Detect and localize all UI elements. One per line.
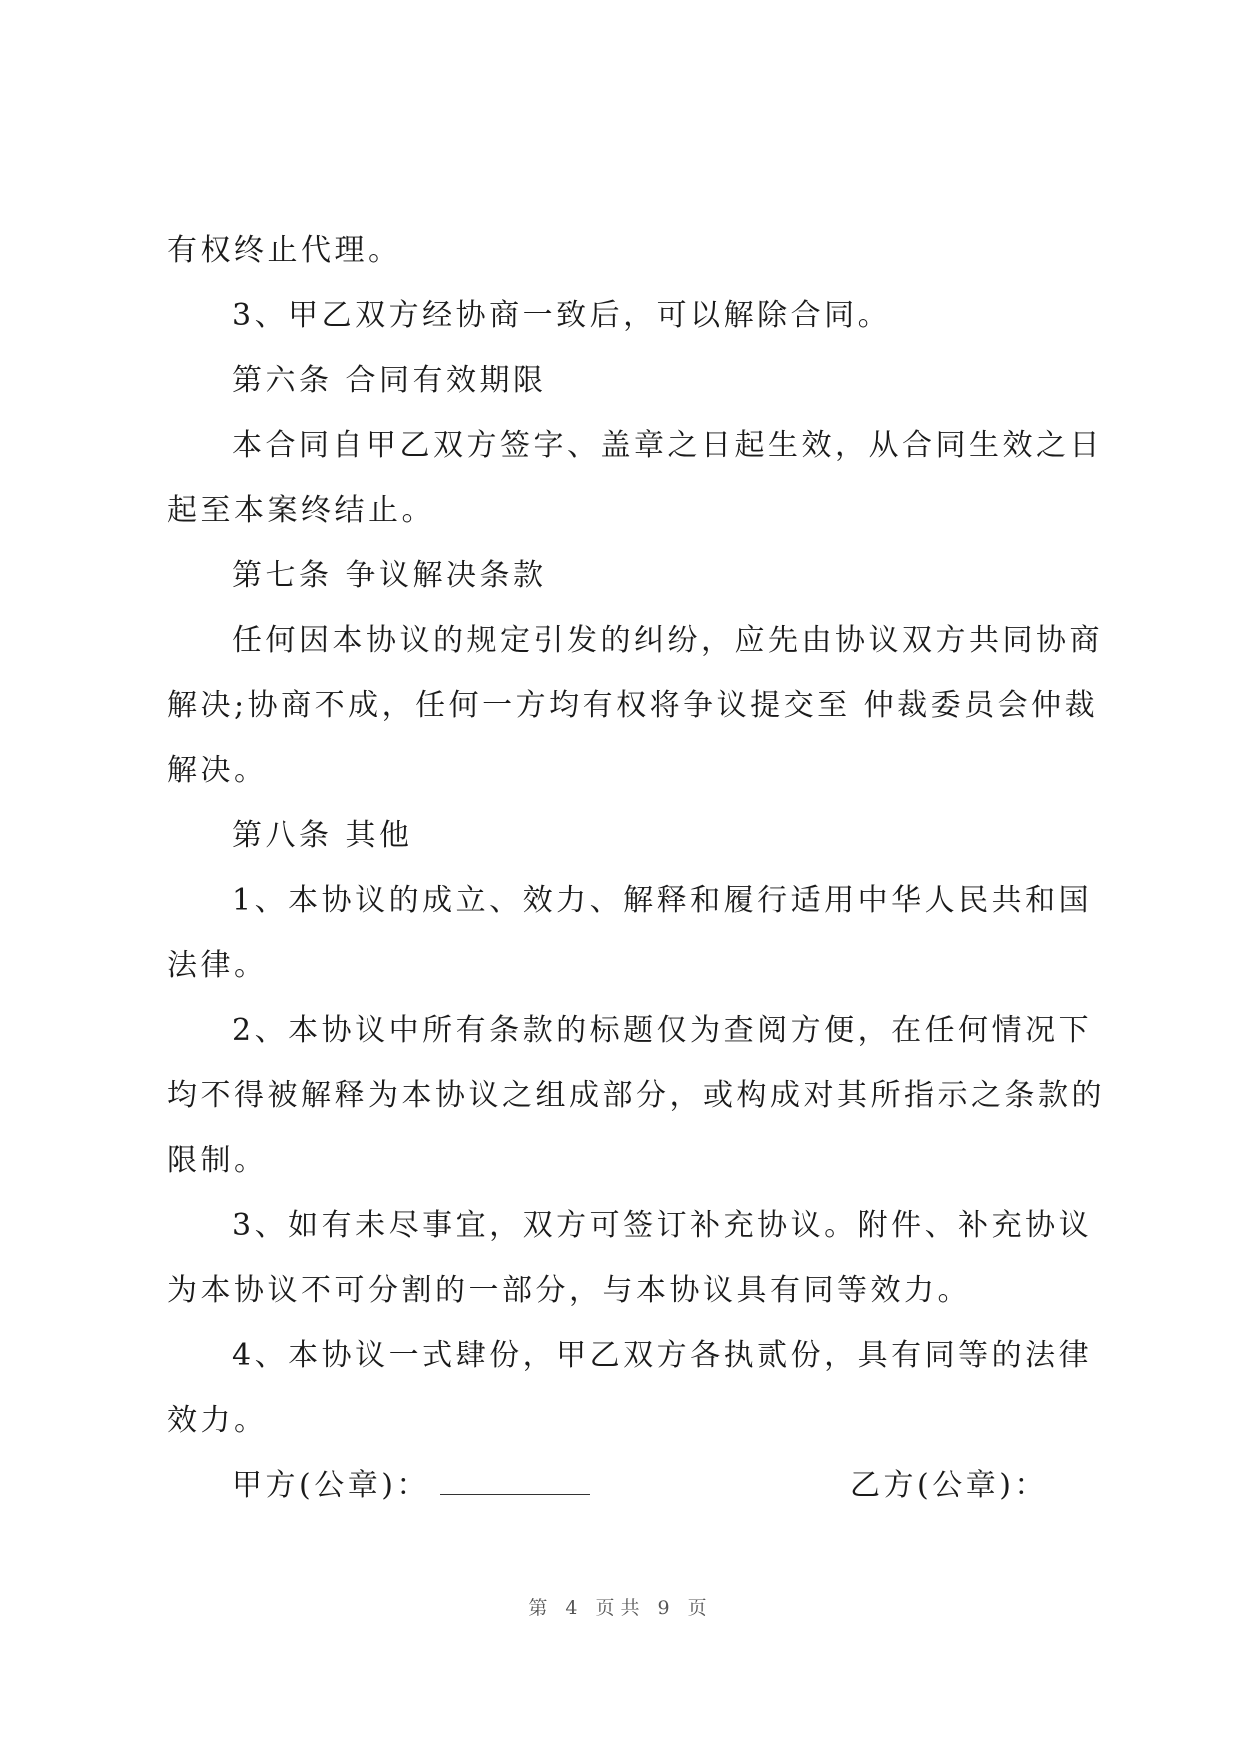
party-b-label: 乙方(公章)：	[850, 1468, 1048, 1503]
text-line-13: 2、本协议中所有条款的标题仅为查阅方便，在任何情况下	[232, 1013, 1093, 1048]
text-line-9: 解决。	[167, 753, 268, 788]
text-line-16: 3、如有未尽事宜，双方可签订补充协议。附件、补充协议	[232, 1208, 1093, 1243]
section-heading-8: 第八条 其他	[232, 818, 413, 853]
text-line-1: 有权终止代理。	[167, 233, 402, 268]
party-a-signature-blank	[440, 1468, 590, 1495]
text-line-19: 效力。	[167, 1403, 268, 1438]
text-line-15: 限制。	[167, 1143, 268, 1178]
signature-party-b	[850, 1466, 1048, 1506]
page-footer: 第 4 页共 9 页	[528, 1597, 713, 1619]
text-line-12: 法律。	[167, 948, 268, 983]
section-heading-7: 第七条 争议解决条款	[232, 558, 547, 593]
text-line-5: 起至本案终结止。	[167, 493, 435, 528]
text-line-17: 为本协议不可分割的一部分，与本协议具有同等效力。	[167, 1273, 971, 1308]
text-line-4: 本合同自甲乙双方签字、盖章之日起生效，从合同生效之日	[232, 428, 1103, 463]
party-a-label: 甲方(公章)：	[232, 1468, 430, 1503]
text-line-18: 4、本协议一式肆份，甲乙双方各执贰份，具有同等的法律	[232, 1338, 1093, 1373]
signature-party-a	[232, 1466, 590, 1506]
text-line-14: 均不得被解释为本协议之组成部分，或构成对其所指示之条款的	[167, 1078, 1105, 1113]
text-line-8: 解决;协商不成，任何一方均有权将争议提交至 仲裁委员会仲裁	[167, 688, 1099, 723]
text-line-11: 1、本协议的成立、效力、解释和履行适用中华人民共和国	[232, 883, 1093, 918]
text-line-7: 任何因本协议的规定引发的纠纷，应先由协议双方共同协商	[232, 623, 1103, 658]
section-heading-6: 第六条 合同有效期限	[232, 363, 547, 398]
text-line-2: 3、甲乙双方经协商一致后，可以解除合同。	[232, 298, 892, 333]
